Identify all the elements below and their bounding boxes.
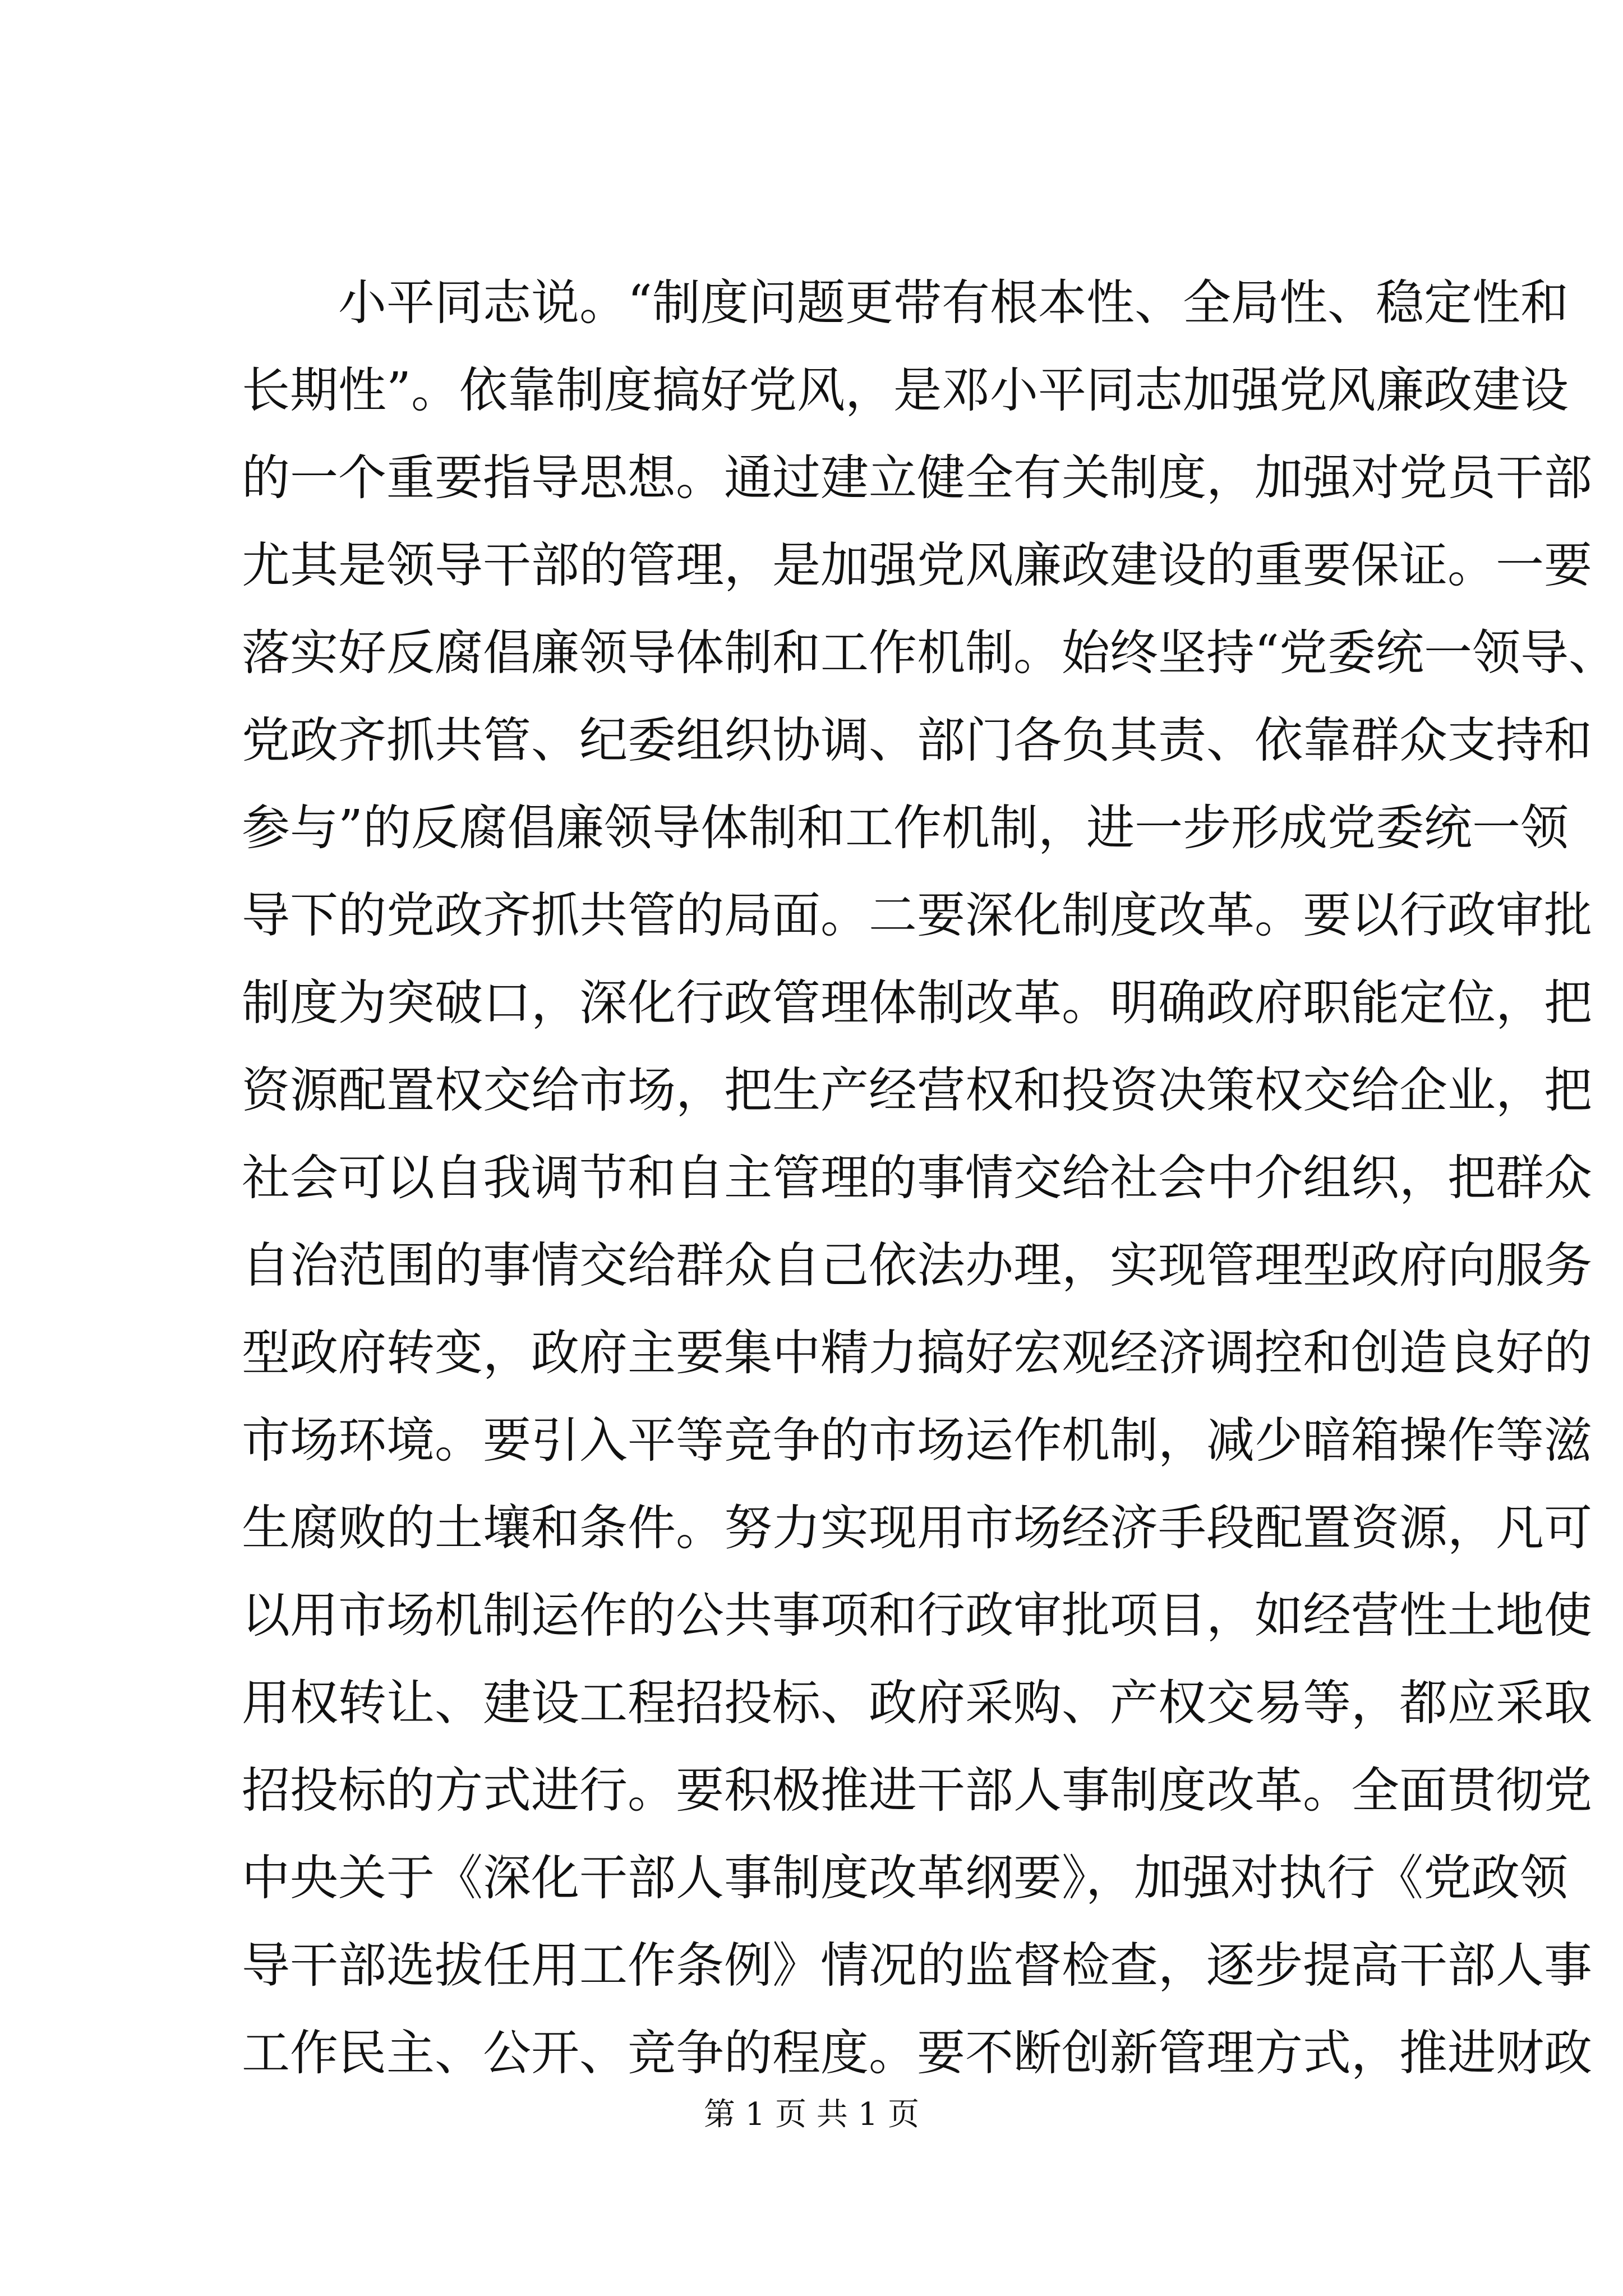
paragraph-line: 自治范围的事情交给群众自己依法办理，实现管理型政府向服务 bbox=[242, 1237, 1592, 1294]
paragraph-line: 导干部选拔任用工作条例》情况的监督检查，逐步提高干部人事 bbox=[242, 1938, 1592, 1994]
paragraph-line: 社会可以自我调节和自主管理的事情交给社会中介组织，把群众 bbox=[242, 1150, 1592, 1206]
paragraph-line: 导下的党政齐抓共管的局面。二要深化制度改革。要以行政审批 bbox=[242, 887, 1592, 944]
paragraph-line: 型政府转变，政府主要集中精力搞好宏观经济调控和创造良好的 bbox=[242, 1325, 1592, 1381]
paragraph-line: 生腐败的土壤和条件。努力实现用市场经济手段配置资源，凡可 bbox=[242, 1500, 1592, 1556]
paragraph-line: 工作民主、公开、竞争的程度。要不断创新管理方式，推进财政 bbox=[242, 2025, 1592, 2081]
paragraph-line: 落实好反腐倡廉领导体制和工作机制。始终坚持“党委统一领导、 bbox=[242, 625, 1617, 681]
paragraph-line: 党政齐抓共管、纪委组织协调、部门各负其责、依靠群众支持和 bbox=[242, 712, 1592, 769]
paragraph-line: 的一个重要指导思想。通过建立健全有关制度，加强对党员干部 bbox=[242, 450, 1592, 506]
page-number-label: 第 1 页 共 1 页 bbox=[703, 2096, 920, 2133]
paragraph-line: 小平同志说。“制度问题更带有根本性、全局性、稳定性和 bbox=[338, 275, 1569, 331]
paragraph-line: 招投标的方式进行。要积极推进干部人事制度改革。全面贯彻党 bbox=[242, 1763, 1592, 1819]
paragraph-line: 尤其是领导干部的管理，是加强党风廉政建设的重要保证。一要 bbox=[242, 537, 1592, 593]
paragraph-line: 中央关于《深化干部人事制度改革纲要》，加强对执行《党政领 bbox=[242, 1850, 1568, 1906]
paragraph-line: 资源配置权交给市场，把生产经营权和投资决策权交给企业，把 bbox=[242, 1062, 1592, 1119]
paragraph-line: 长期性”。依靠制度搞好党风，是邓小平同志加强党风廉政建设 bbox=[242, 362, 1569, 418]
body-paragraph bbox=[242, 259, 1617, 2097]
paragraph-line: 以用市场机制运作的公共事项和行政审批项目，如经营性土地使 bbox=[242, 1588, 1592, 1644]
page-footer bbox=[0, 2092, 1623, 2137]
paragraph-line: 市场环境。要引入平等竞争的市场运作机制，减少暗箱操作等滋 bbox=[242, 1412, 1592, 1469]
paragraph-line: 用权转让、建设工程招投标、政府采购、产权交易等，都应采取 bbox=[242, 1675, 1592, 1731]
paragraph-line: 参与”的反腐倡廉领导体制和工作机制，进一步形成党委统一领 bbox=[242, 800, 1569, 856]
paragraph-line: 制度为突破口，深化行政管理体制改革。明确政府职能定位，把 bbox=[242, 975, 1592, 1031]
